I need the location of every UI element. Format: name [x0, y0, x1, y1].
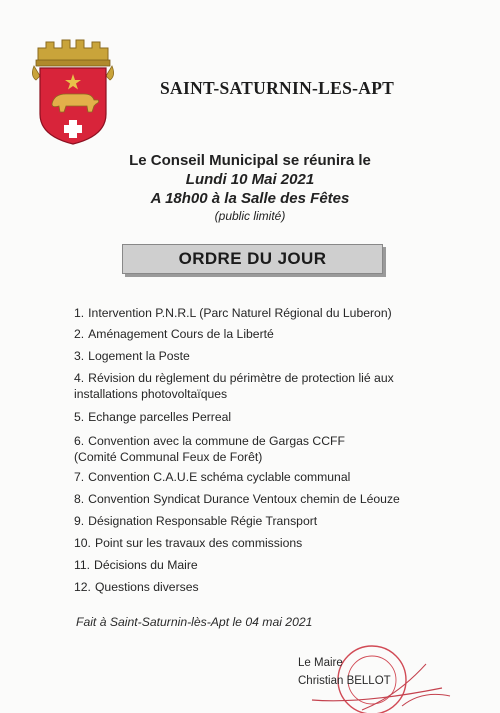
agenda-item: [74, 409, 434, 425]
agenda-item: [74, 370, 434, 402]
agenda-item-text: installations photovoltaïques: [74, 387, 228, 401]
agenda-item-text: Point sur les travaux des commissions: [94, 536, 303, 550]
agenda-item-text: (Comité Communal Feux de Forêt): [74, 450, 263, 464]
agenda-item-text: Désignation Responsable Régie Transport: [88, 514, 318, 528]
agenda-item-number: 3.: [74, 349, 85, 363]
signature-block: [298, 654, 391, 690]
meeting-announcement: [0, 151, 500, 224]
agenda-item-number: 2.: [74, 327, 85, 341]
agenda-item: [74, 513, 434, 529]
town-name: SAINT-SATURNIN-LES-APT: [160, 78, 395, 98]
agenda-item: [74, 579, 434, 595]
agenda-item: [74, 326, 434, 342]
agenda-title-banner: [122, 244, 383, 274]
agenda-item-text: Logement la Poste: [88, 349, 190, 363]
meeting-date: Lundi 10 Mai 2021: [185, 171, 315, 188]
agenda-item-text: Intervention P.N.R.L (Parc Naturel Régional du Luberon): [88, 306, 392, 320]
agenda-item-text: Révision du règlement du périmètre de protection lié aux: [88, 371, 394, 385]
agenda-item: [74, 535, 434, 551]
agenda-item-number: 9.: [74, 514, 85, 528]
agenda-item: [74, 348, 434, 364]
public-note: (public limité): [214, 209, 286, 223]
agenda-item-text: Convention Syndicat Durance Ventoux chemin de Léouze: [88, 492, 400, 506]
agenda-item-text: Echange parcelles Perreal: [88, 410, 232, 424]
agenda-item-number: 7.: [74, 470, 85, 484]
agenda-item-number: 12.: [74, 580, 91, 594]
agenda-item-text: Décisions du Maire: [94, 558, 198, 572]
agenda-item-text: Convention C.A.U.E schéma cyclable communal: [88, 470, 351, 484]
announcement-line-1: Le Conseil Municipal se réunira le: [129, 152, 371, 169]
agenda-item-number: 5.: [74, 410, 85, 424]
agenda-item: [74, 491, 434, 507]
agenda-item-text: Aménagement Cours de la Liberté: [88, 327, 274, 341]
signed-place-date: Fait à Saint-Saturnin-lès-Apt le 04 mai 2021: [76, 615, 313, 629]
coat-of-arms-icon: [30, 36, 116, 146]
agenda-item-text: Questions diverses: [94, 580, 199, 594]
agenda-item-number: 8.: [74, 492, 85, 506]
mayor-title: Le Maire: [298, 657, 343, 669]
agenda-item-number: 6.: [74, 434, 85, 448]
agenda-item-number: 4.: [74, 371, 85, 385]
agenda-item-number: 10.: [74, 536, 91, 550]
agenda-item-number: 1.: [74, 306, 85, 320]
agenda-item-number: 11.: [74, 558, 91, 572]
meeting-time-place: A 18h00 à la Salle des Fêtes: [150, 190, 350, 207]
mayor-name: Christian BELLOT: [298, 675, 391, 687]
agenda-item: [74, 469, 434, 485]
agenda-title: ORDRE DU JOUR: [178, 249, 327, 268]
agenda-item-text: Convention avec la commune de Gargas CCFF: [88, 434, 345, 448]
agenda-item: [74, 305, 434, 321]
agenda-item: [74, 433, 434, 465]
agenda-item: [74, 557, 434, 573]
